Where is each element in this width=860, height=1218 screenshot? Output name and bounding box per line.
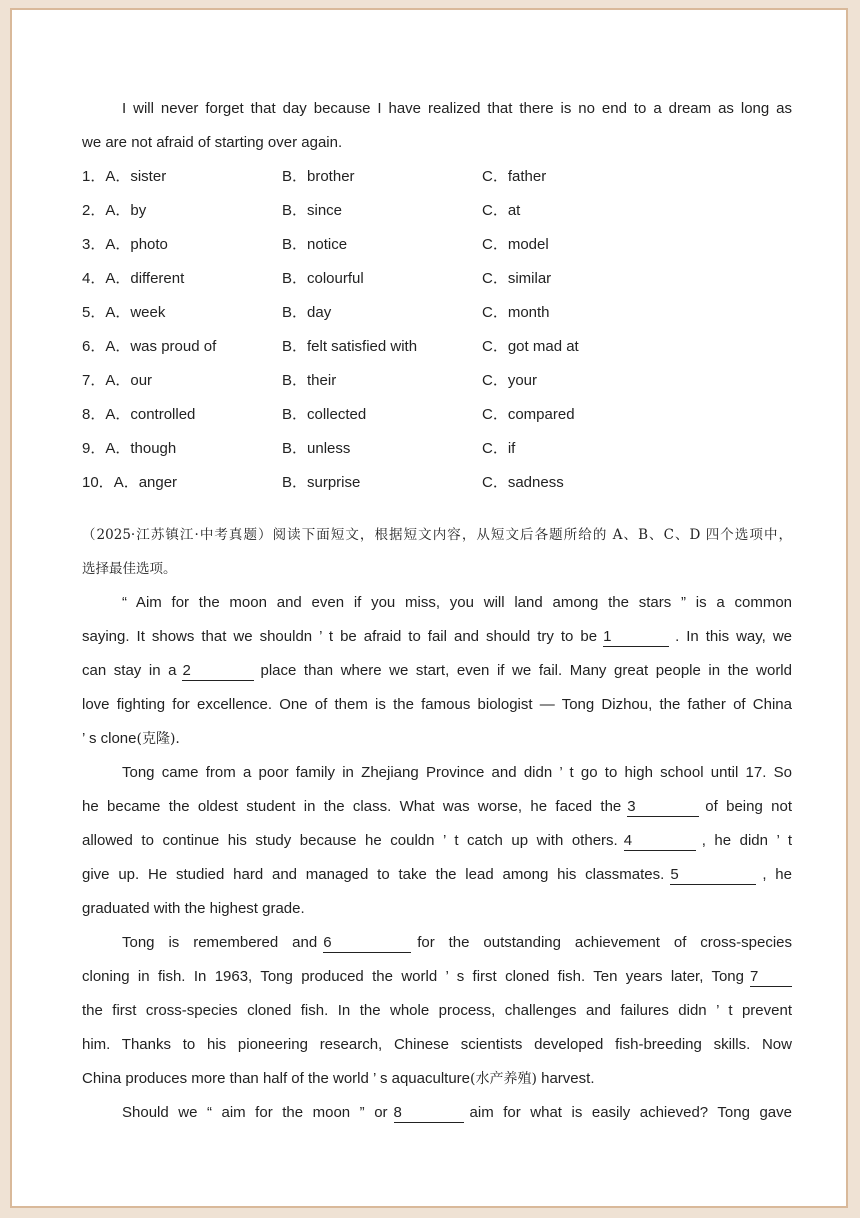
passage-text: can stay in a [82, 662, 177, 679]
option-a[interactable]: A．was proud of [105, 338, 217, 355]
option-b[interactable]: B．felt satisfied with [282, 338, 418, 355]
question-number: 1． [82, 168, 106, 185]
passage-text: saying. It shows that we shouldn ’ t be afraid to fail and should try to be [82, 628, 598, 645]
option-c[interactable]: C．similar [482, 270, 552, 287]
option-row [82, 296, 792, 330]
option-c[interactable]: C．father [482, 168, 547, 185]
question-number: 6． [82, 338, 106, 355]
option-c[interactable]: C．month [482, 304, 550, 321]
option-c[interactable]: C．if [482, 440, 516, 457]
passage-line: “ Aim for the moon and even if you miss, you will land among the stars ” is a common [122, 594, 792, 611]
question-number: 9． [82, 440, 106, 457]
option-row [82, 432, 792, 466]
passage-text: of being not [705, 798, 792, 815]
option-a[interactable]: A．controlled [105, 406, 196, 423]
option-row [82, 160, 792, 194]
passage-line [82, 926, 792, 960]
passage-text: for the outstanding achievement of cross-species [417, 934, 792, 951]
passage-text-cn: (水产养殖) [470, 1071, 537, 1087]
option-row [82, 398, 792, 432]
option-b[interactable]: B．day [282, 304, 332, 321]
blank-8[interactable]: 8 [394, 1104, 464, 1123]
source-line-1: （2025·江苏镇江·中考真题）阅读下面短文，根据短文内容，从短文后各题所给的 A、B、C、D 四个选项中， [82, 527, 792, 543]
option-c[interactable]: C．compared [482, 406, 575, 423]
option-b[interactable]: B．since [282, 202, 343, 219]
blank-2[interactable]: 2 [182, 662, 254, 681]
option-b[interactable]: B．their [282, 372, 337, 389]
option-a[interactable]: A．anger [113, 474, 178, 491]
passage-line [82, 824, 792, 858]
option-a[interactable]: A．our [105, 372, 153, 389]
passage-text: ’ s clone [82, 730, 137, 747]
passage-text: , he didn ’ t [701, 832, 793, 849]
option-a[interactable]: A．by [105, 202, 147, 219]
passage-line [82, 960, 792, 994]
option-b[interactable]: B．surprise [282, 474, 361, 491]
option-c[interactable]: C．model [482, 236, 549, 253]
option-a[interactable]: A．week [105, 304, 166, 321]
option-row [82, 228, 792, 262]
question-number: 10． [82, 474, 114, 491]
option-row [82, 330, 792, 364]
option-b[interactable]: B．brother [282, 168, 355, 185]
blank-7[interactable]: 7 [750, 968, 792, 987]
option-a[interactable]: A．photo [105, 236, 168, 253]
passage-text: cloning in fish. In 1963, Tong produced the world ’ s first cloned fish. Ten years later, Tong [82, 968, 744, 985]
document-content [82, 10, 792, 1130]
passage-text: Should we “ aim for the moon ” or [122, 1104, 388, 1121]
passage-line: love fighting for excellence. One of them is the famous biologist — Tong Dizhou, the father of China [82, 696, 792, 713]
passage-text: he became the oldest student in the class. What was worse, he faced the [82, 798, 622, 815]
option-c[interactable]: C．sadness [482, 474, 564, 491]
option-b[interactable]: B．colourful [282, 270, 364, 287]
passage-text: place than where we start, even if we fail. Many great people in the world [260, 662, 792, 679]
option-row [82, 262, 792, 296]
passage [82, 586, 792, 1130]
passage-text: aim for what is easily achieved? Tong gave [469, 1104, 792, 1121]
passage-text: Tong is remembered and [122, 934, 318, 951]
question-number: 2． [82, 202, 106, 219]
intro-line-2: we are not afraid of starting over again. [82, 134, 343, 151]
blank-5[interactable]: 5 [670, 866, 756, 885]
passage-line: graduated with the highest grade. [82, 900, 305, 917]
option-c[interactable]: C．your [482, 372, 538, 389]
option-a[interactable]: A．sister [105, 168, 167, 185]
option-a[interactable]: A．though [105, 440, 177, 457]
intro-line-1: I will never forget that day because I have realized that there is no end to a dream as long as [122, 100, 792, 117]
option-a[interactable]: A．different [105, 270, 185, 287]
option-c[interactable]: C．got mad at [482, 338, 579, 355]
document-page [10, 8, 848, 1208]
blank-4[interactable]: 4 [624, 832, 696, 851]
question-number: 8． [82, 406, 106, 423]
blank-3[interactable]: 3 [627, 798, 699, 817]
passage-line [82, 790, 792, 824]
passage-text: , he [762, 866, 792, 883]
passage-line [82, 1096, 792, 1130]
blank-6[interactable]: 6 [323, 934, 411, 953]
option-b[interactable]: B．collected [282, 406, 367, 423]
option-row [82, 194, 792, 228]
passage-line [82, 654, 792, 688]
passage-line [82, 858, 792, 892]
passage-line: Tong came from a poor family in Zhejiang Province and didn ’ t go to high school until 17. So [122, 764, 792, 781]
passage-line [82, 620, 792, 654]
question-number: 7． [82, 372, 106, 389]
question-number: 3． [82, 236, 106, 253]
passage-text-cn: (克隆). [136, 731, 180, 747]
passage-line: the first cross-species cloned fish. In the whole process, challenges and failures didn ’ t prevent [82, 1002, 792, 1019]
option-b[interactable]: B．unless [282, 440, 351, 457]
passage-text: China produces more than half of the world ’ s aquaculture [82, 1070, 471, 1087]
source-line-2: 选择最佳选项。 [82, 561, 177, 577]
passage-text: give up. He studied hard and managed to take the lead among his classmates. [82, 866, 665, 883]
options-list [82, 160, 792, 500]
passage-text: harvest. [541, 1070, 595, 1087]
option-row [82, 364, 792, 398]
blank-1[interactable]: 1 [603, 628, 669, 647]
option-b[interactable]: B．notice [282, 236, 348, 253]
option-c[interactable]: C．at [482, 202, 521, 219]
question-number: 5． [82, 304, 106, 321]
passage-text: . In this way, we [675, 628, 793, 645]
option-row [82, 466, 792, 500]
passage-line: him. Thanks to his pioneering research, Chinese scientists developed fish-breeding skills. Now [82, 1036, 792, 1053]
passage-line [82, 722, 792, 756]
passage-line [82, 1062, 792, 1096]
question-number: 4． [82, 270, 106, 287]
passage-text: allowed to continue his study because he couldn ’ t catch up with others. [82, 832, 618, 849]
